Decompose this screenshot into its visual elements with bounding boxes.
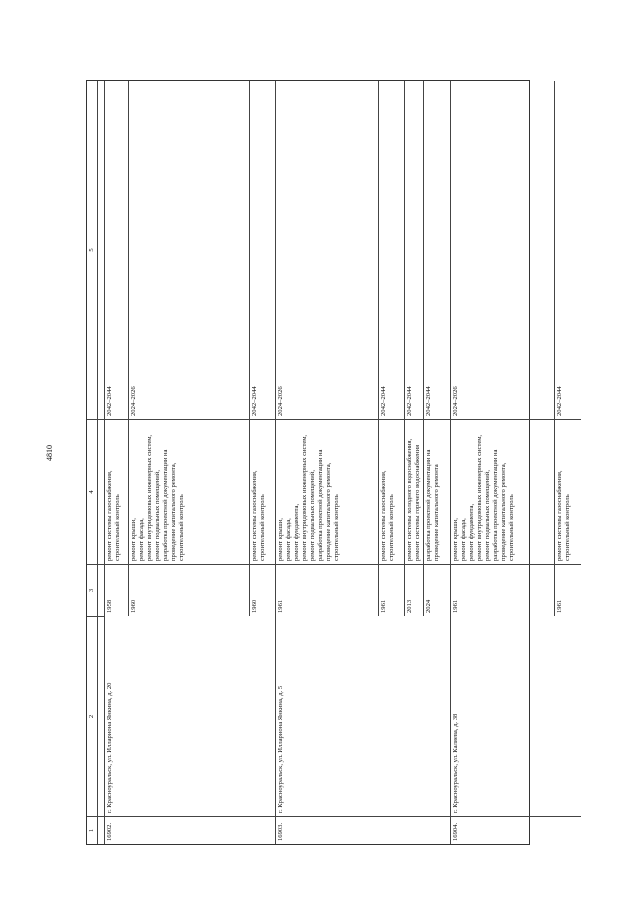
work-line: строительный контроль	[564, 494, 571, 561]
year: 1961	[451, 564, 554, 616]
header-col-4: 4	[87, 419, 97, 564]
table-frame	[86, 80, 571, 845]
work-row	[250, 81, 275, 616]
work-row	[129, 81, 250, 616]
page-number: 4810	[45, 445, 54, 461]
repair-schedule-table	[86, 80, 571, 845]
work-line: ремонт подвальных помещений,	[484, 470, 491, 561]
works	[129, 419, 249, 564]
work-line: ремонт фасада,	[460, 518, 467, 561]
year: 1960	[129, 564, 249, 616]
work-line: ремонт подвальных помещений,	[309, 470, 316, 561]
spacer-cell	[98, 419, 104, 564]
spacer-cell	[98, 81, 104, 419]
work-line: проведение капитального ремонта,	[325, 462, 332, 561]
period: 2042–2044	[380, 386, 387, 416]
work-row	[451, 81, 555, 616]
work-line: проведение капитального ремонта,	[500, 462, 507, 561]
work-line: ремонт крыши,	[130, 518, 137, 561]
work-line: разработка проектной документации на	[492, 449, 499, 561]
header-col-3: 3	[87, 564, 97, 616]
work-line: ремонт внутридомовых инженерных систем,	[146, 434, 153, 561]
work-line: ремонт фасада,	[285, 518, 292, 561]
work-row	[379, 81, 405, 616]
spacer-row	[98, 81, 105, 844]
work-line: разработка проектной документации на	[425, 449, 432, 561]
work-row	[424, 81, 450, 616]
work-line: ремонт системы газоснабжения,	[380, 470, 387, 561]
works	[276, 419, 378, 564]
work-line: ремонт системы газоснабжения,	[106, 470, 113, 561]
row-number: 16904.	[451, 816, 581, 844]
works	[451, 419, 554, 564]
works	[424, 419, 450, 564]
address: г. Красноуральск, ул. Илларионa Янкина, д. 20	[106, 682, 113, 813]
work-line: ремонт подвальных помещений,	[154, 470, 161, 561]
work-row	[105, 81, 129, 616]
work-line: ремонт крыши,	[277, 518, 284, 561]
period: 2024–2026	[130, 386, 137, 416]
spacer-cell	[98, 816, 104, 844]
works	[405, 419, 423, 564]
building-group	[105, 81, 276, 844]
spacer-cell	[98, 616, 104, 816]
year: 2024	[424, 564, 450, 616]
work-line: ремонт внутридомовых инженерных систем,	[301, 434, 308, 561]
header-col-2: 2	[87, 616, 97, 816]
work-row	[276, 81, 379, 616]
work-row	[555, 81, 581, 616]
work-line: ремонт крыши,	[452, 518, 459, 561]
year: 2013	[405, 564, 423, 616]
work-line: ремонт фундамента,	[293, 503, 300, 561]
address: г. Красноуральск, ул. Каляева, д. 38	[452, 713, 459, 813]
row-number: 16903.	[276, 816, 450, 844]
period: 2024–2026	[452, 386, 459, 416]
work-line: строительный контроль	[114, 494, 121, 561]
work-line: строительный контроль	[388, 494, 395, 561]
works	[379, 419, 404, 564]
work-line: ремонт системы холодного водоснабжения,	[406, 438, 413, 561]
period: 2042–2044	[251, 386, 258, 416]
year: 1961	[276, 564, 378, 616]
work-line: проведение капитального ремонта	[433, 464, 440, 561]
work-row	[405, 81, 424, 616]
year: 1961	[555, 564, 581, 616]
works	[555, 419, 581, 564]
period: 2042–2044	[556, 386, 563, 416]
work-line: ремонт фундамента,	[468, 503, 475, 561]
work-line: ремонт системы газоснабжения,	[251, 470, 258, 561]
work-line: разработка проектной документации на	[317, 449, 324, 561]
work-line: строительный контроль	[508, 494, 515, 561]
work-line: разработка проектной документации на	[162, 449, 169, 561]
works	[105, 419, 128, 564]
header-row	[87, 81, 98, 844]
period: 2042–2044	[406, 386, 413, 416]
row-number: 16902.	[105, 816, 275, 844]
building-group	[276, 81, 451, 844]
year: 1961	[379, 564, 404, 616]
spacer-cell	[98, 564, 104, 616]
work-line: строительный контроль	[333, 494, 340, 561]
header-col-1: 1	[87, 816, 97, 844]
period: 2042–2044	[106, 386, 113, 416]
work-line: проведение капитального ремонта,	[170, 462, 177, 561]
header-col-5: 5	[88, 248, 95, 252]
work-line: строительный контроль	[178, 494, 185, 561]
work-line: ремонт системы горячего водоснабжения	[414, 444, 421, 561]
work-line: ремонт внутридомовых инженерных систем,	[476, 434, 483, 561]
work-line: ремонт фасада,	[138, 518, 145, 561]
period: 2042–2044	[425, 386, 432, 416]
work-line: строительный контроль	[259, 494, 266, 561]
period: 2024–2026	[277, 386, 284, 416]
building-group	[451, 81, 581, 844]
year: 1960	[250, 564, 275, 616]
work-line: ремонт системы газоснабжения,	[556, 470, 563, 561]
year: 1958	[105, 564, 128, 616]
works	[250, 419, 275, 564]
address: г. Красноуральск, ул. Илларионa Янкина, д. 5	[277, 685, 284, 813]
